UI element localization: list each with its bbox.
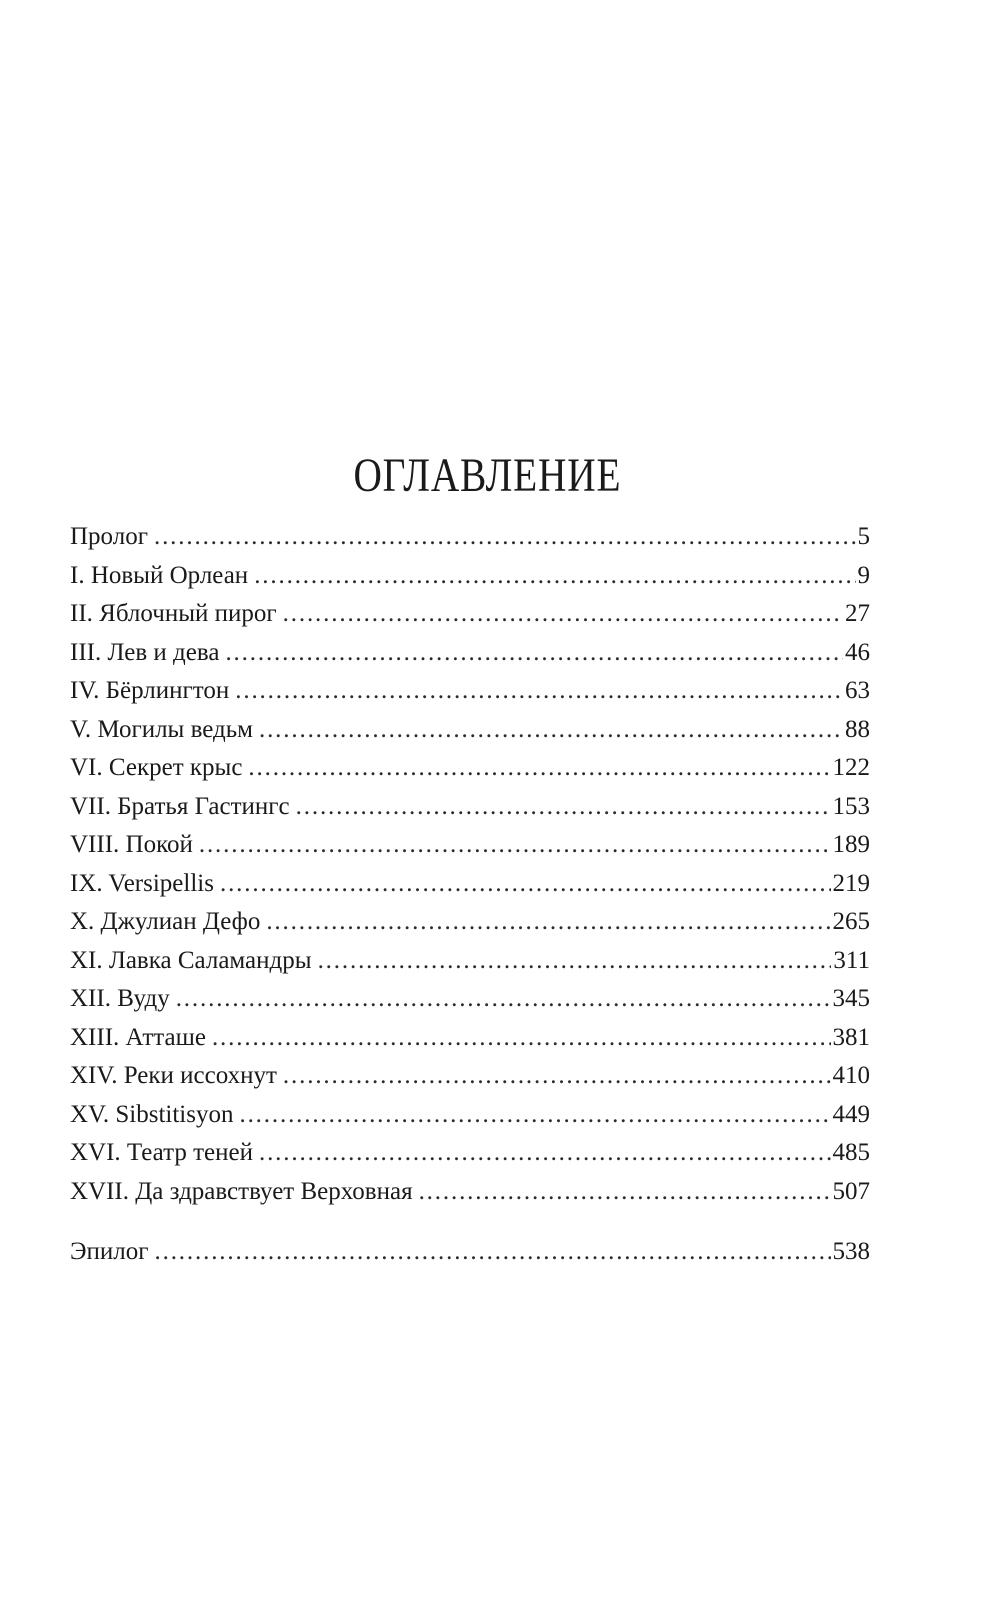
toc-entry-label: VIII. Покой (70, 831, 193, 858)
toc-entry-page: 345 (832, 985, 870, 1012)
toc-entry-page: 27 (845, 600, 870, 627)
toc-entry-chapter-11 (70, 942, 870, 981)
toc-entry-chapter-10 (70, 903, 870, 942)
toc-entry-label: XII. Вуду (70, 985, 170, 1012)
toc-entry-chapter-16 (70, 1134, 870, 1173)
toc-entry-label: VI. Секрет крыс (70, 754, 243, 781)
toc-entry-chapter-7 (70, 788, 870, 827)
dot-leader (212, 1019, 831, 1058)
page-title: ОГЛАВЛЕНИЕ (353, 449, 622, 502)
toc-entry-label: Эпилог (70, 1238, 149, 1265)
toc-entry-label: II. Яблочный пирог (70, 600, 277, 627)
dot-leader (248, 749, 830, 788)
toc-entry-chapter-9 (70, 865, 870, 904)
toc-entry-page: 507 (832, 1177, 870, 1205)
toc-entry-label: IX. Versipellis (70, 869, 214, 897)
toc-entry-page: 538 (832, 1238, 870, 1265)
toc-entry-page: 410 (832, 1062, 870, 1089)
toc-entry-label: Пролог (70, 523, 148, 550)
toc-entry-label: XIV. Реки иссохнут (70, 1062, 277, 1089)
toc-entry-chapter-3 (70, 634, 870, 673)
dot-leader (225, 634, 843, 673)
toc-entry-chapter-12 (70, 980, 870, 1019)
dot-leader (296, 788, 831, 827)
toc-entry-page: 381 (832, 1023, 870, 1051)
toc-entry-label: III. Лев и дева (70, 638, 220, 666)
dot-leader (283, 595, 843, 634)
dot-leader (419, 1173, 831, 1212)
toc-entry-label: I. Новый Орлеан (70, 561, 249, 589)
toc-entry-page: 265 (832, 908, 870, 935)
toc-entry-label: XVI. Театр теней (70, 1139, 253, 1166)
toc-entry-label: VII. Братья Гастингс (70, 792, 290, 820)
toc-entry-page: 9 (857, 561, 870, 589)
dot-leader (220, 865, 831, 904)
dot-leader (259, 711, 843, 750)
dot-leader (266, 903, 830, 942)
toc-entry-chapter-14 (70, 1057, 870, 1096)
toc-entry-page: 63 (845, 677, 870, 704)
toc-entry-page: 449 (832, 1100, 870, 1128)
toc-entry-label: XIII. Атташе (70, 1023, 206, 1051)
toc-entry-chapter-15 (70, 1096, 870, 1135)
dot-leader (283, 1057, 831, 1096)
toc-entry-chapter-17 (70, 1173, 870, 1212)
toc-entry-prologue (70, 518, 870, 557)
dot-leader (235, 672, 843, 711)
toc-entry-chapter-6 (70, 749, 870, 788)
dot-leader (176, 980, 831, 1019)
toc-entry-page: 5 (857, 523, 870, 550)
dot-leader (199, 826, 831, 865)
toc-entry-chapter-4 (70, 672, 870, 711)
toc-entry-page: 311 (833, 946, 870, 974)
toc-entry-chapter-1 (70, 557, 870, 596)
toc-entry-label: XV. Sibstitisyon (70, 1100, 234, 1128)
dot-leader (259, 1134, 831, 1173)
toc-entry-chapter-5 (70, 711, 870, 750)
dot-leader (154, 518, 856, 557)
toc-entry-label: XVII. Да здравствует Верховная (70, 1177, 413, 1205)
toc-entry-label: IV. Бёрлингтон (70, 677, 230, 704)
toc-entry-page: 46 (845, 638, 870, 666)
toc-entry-page: 88 (845, 715, 870, 743)
toc-entry-page: 153 (832, 792, 870, 820)
dot-leader (318, 942, 832, 981)
toc-entry-page: 219 (832, 869, 870, 897)
toc-entry-label: V. Могилы ведьм (70, 715, 253, 743)
toc-entry-chapter-13 (70, 1019, 870, 1058)
toc-entry-chapter-2 (70, 595, 870, 634)
toc-entry-page: 189 (832, 831, 870, 858)
toc-entry-page: 122 (832, 754, 870, 781)
toc-entry-label: X. Джулиан Дефо (70, 908, 261, 935)
dot-leader (239, 1096, 830, 1135)
table-of-contents (70, 518, 870, 1272)
toc-entry-page: 485 (832, 1139, 870, 1166)
toc-entry-label: XI. Лавка Саламандры (70, 946, 312, 974)
dot-leader (254, 557, 855, 596)
toc-entry-epilogue (70, 1233, 870, 1272)
dot-leader (155, 1233, 831, 1272)
toc-entry-chapter-8 (70, 826, 870, 865)
